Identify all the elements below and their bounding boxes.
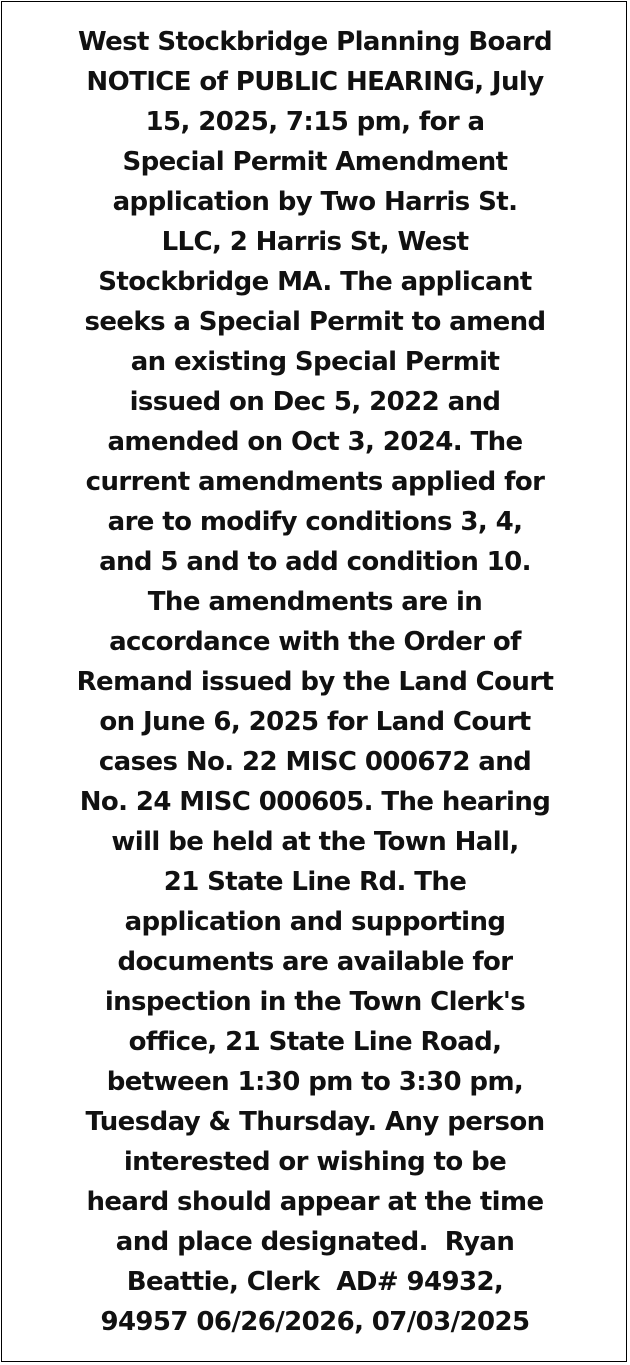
- notice-line-15: The amendments are in: [147, 587, 483, 617]
- public-hearing-notice: [1, 1, 627, 1362]
- notice-line-20: No. 24 MISC 000605. The hearing: [79, 787, 551, 817]
- notice-line-25: inspection in the Town Clerk's: [104, 987, 526, 1017]
- notice-line-19: cases No. 22 MISC 000672 and: [98, 747, 532, 777]
- notice-line-11: amended on Oct 3, 2024. The: [107, 427, 523, 457]
- notice-line-18: on June 6, 2025 for Land Court: [99, 707, 531, 737]
- notice-body: [12, 22, 618, 1342]
- notice-line-24: documents are available for: [117, 947, 513, 977]
- notice-line-9: an existing Special Permit: [130, 347, 500, 377]
- notice-line-17: Remand issued by the Land Court: [76, 667, 554, 697]
- notice-line-16: accordance with the Order of: [109, 627, 521, 657]
- notice-line-6: LLC, 2 Harris St, West: [161, 227, 469, 257]
- notice-line-4: Special Permit Amendment: [122, 147, 508, 177]
- notice-line-7: Stockbridge MA. The applicant: [98, 267, 532, 297]
- notice-line-32: Beattie, Clerk AD# 94932,: [126, 1267, 504, 1297]
- notice-line-12: current amendments applied for: [85, 467, 545, 497]
- notice-line-5: application by Two Harris St.: [112, 187, 518, 217]
- notice-line-13: are to modify conditions 3, 4,: [107, 507, 523, 537]
- notice-line-10: issued on Dec 5, 2022 and: [129, 387, 501, 417]
- notice-line-8: seeks a Special Permit to amend: [84, 307, 546, 337]
- notice-line-30: heard should appear at the time: [86, 1187, 544, 1217]
- notice-line-28: Tuesday & Thursday. Any person: [85, 1107, 545, 1137]
- notice-line-29: interested or wishing to be: [123, 1147, 507, 1177]
- notice-line-2: NOTICE of PUBLIC HEARING, July: [86, 67, 544, 97]
- notice-line-14: and 5 and to add condition 10.: [99, 547, 531, 577]
- notice-line-3: 15, 2025, 7:15 pm, for a: [145, 107, 485, 137]
- notice-line-1: West Stockbridge Planning Board: [78, 27, 552, 57]
- notice-line-26: office, 21 State Line Road,: [128, 1027, 502, 1057]
- notice-line-27: between 1:30 pm to 3:30 pm,: [106, 1067, 524, 1097]
- notice-line-21: will be held at the Town Hall,: [111, 827, 519, 857]
- notice-line-33: 94957 06/26/2026, 07/03/2025: [100, 1307, 530, 1337]
- notice-line-23: application and supporting: [124, 907, 506, 937]
- notice-line-31: and place designated. Ryan: [115, 1227, 515, 1257]
- notice-line-22: 21 State Line Rd. The: [163, 867, 467, 897]
